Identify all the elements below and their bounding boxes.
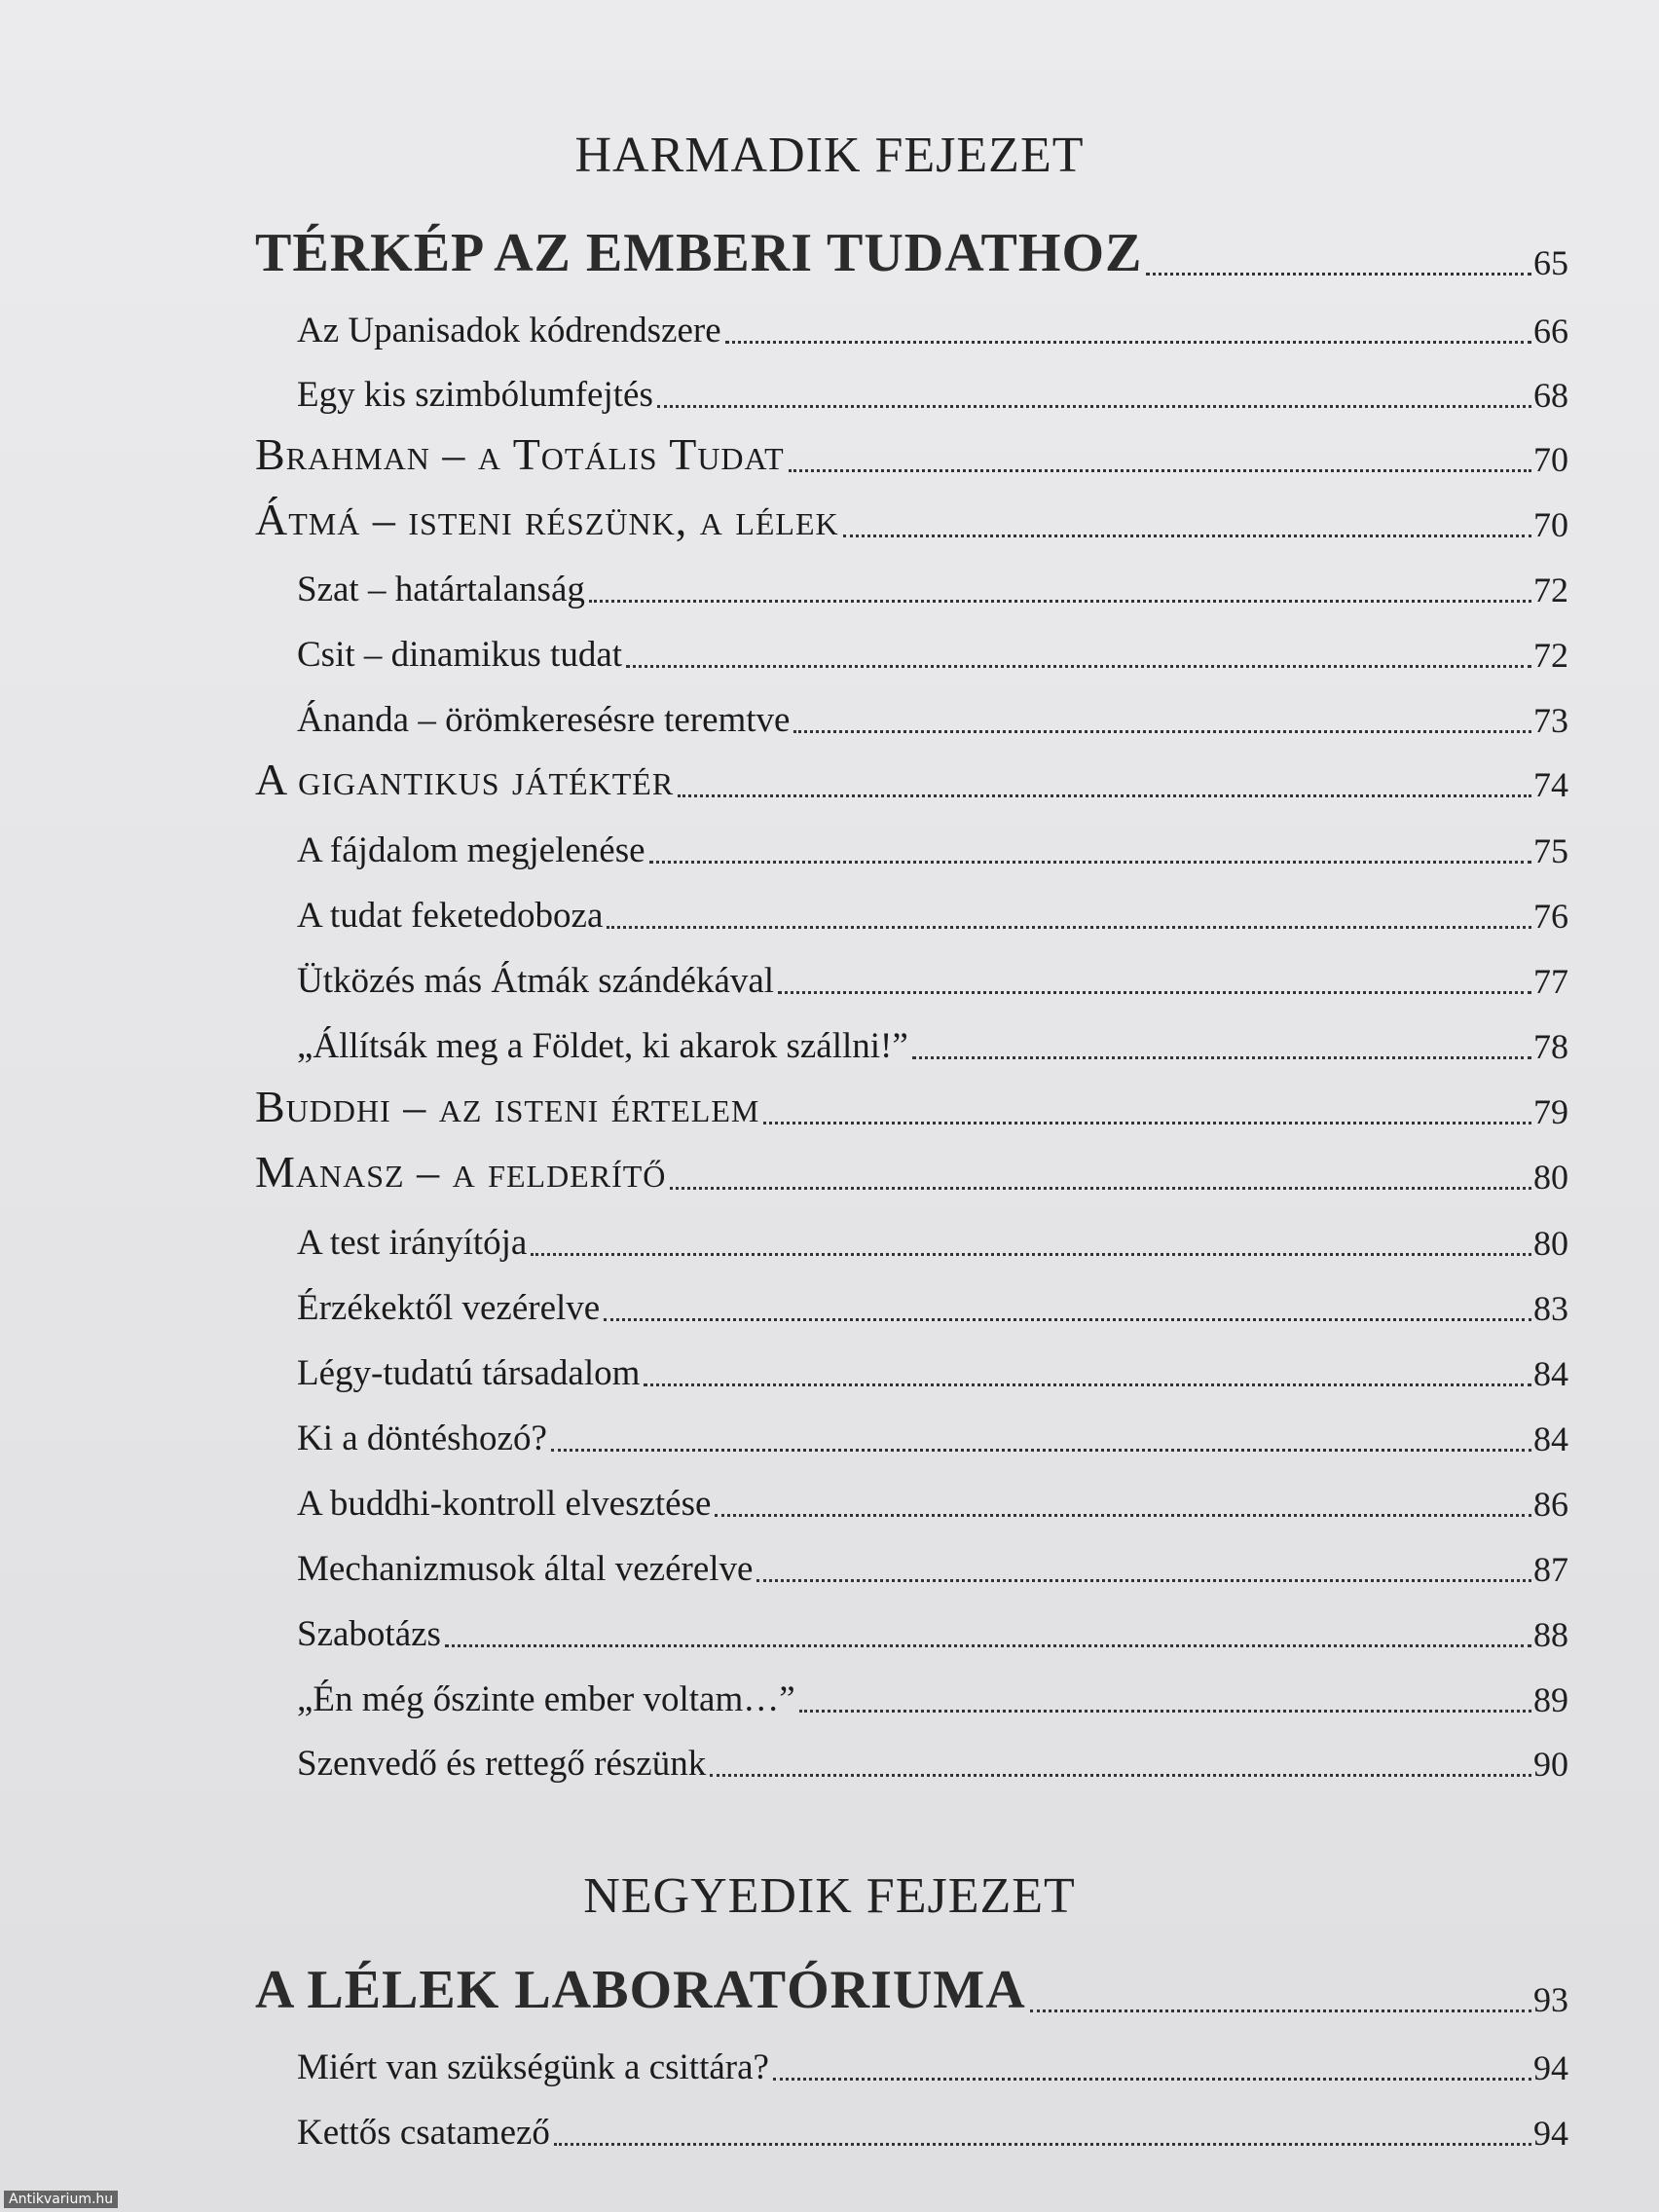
toc-entry	[0, 752, 1659, 810]
toc-entry-title: Buddhi – az isteni értelem	[255, 1082, 760, 1131]
toc-entry	[0, 818, 1659, 876]
dot-leader	[710, 1774, 1531, 1777]
toc-entry	[0, 622, 1659, 681]
dot-leader	[678, 794, 1531, 797]
dot-leader	[1146, 273, 1531, 276]
watermark-text: Antikvarium.hu	[4, 2191, 118, 2208]
toc-page-number: 89	[1533, 1680, 1568, 1719]
toc-page-number: 84	[1533, 1419, 1568, 1458]
toc-page-number: 79	[1533, 1092, 1568, 1131]
toc-entry	[0, 298, 1659, 356]
toc-page-number: 74	[1533, 765, 1568, 804]
chapter-heading: HARMADIK FEJEZET	[574, 128, 1085, 183]
toc-entry	[0, 1731, 1659, 1789]
toc-entry-title: A buddhi-kontroll elvesztése	[297, 1484, 712, 1524]
toc-entry-title: Szat – határtalanság	[297, 570, 585, 609]
toc-entry-title: Manasz – a felderítő	[255, 1147, 667, 1197]
toc-entry-title: A LÉLEK LABORATÓRIUMA	[255, 1960, 1026, 2020]
toc-entry-title: Ütközés más Átmák szándékával	[297, 961, 775, 1001]
toc-entry-title: Brahman – a Totális Tudat	[255, 429, 785, 479]
dot-leader	[670, 1187, 1531, 1190]
dot-leader	[799, 1710, 1531, 1713]
toc-entry	[0, 426, 1659, 485]
toc-entry	[0, 687, 1659, 746]
toc-entry	[0, 1406, 1659, 1464]
toc-entry-title: A gigantikus játéktér	[255, 755, 675, 804]
toc-entry-title: Miért van szükségünk a csittára?	[297, 2047, 769, 2087]
toc-page-number: 78	[1533, 1027, 1568, 1066]
dot-leader	[793, 730, 1531, 733]
toc-entry-title: Légy-tudatú társadalom	[297, 1353, 641, 1393]
toc-entry	[0, 1341, 1659, 1399]
toc-entry-title: TÉRKÉP AZ EMBERI TUDATHOZ	[255, 223, 1143, 283]
toc-entry	[0, 1144, 1659, 1202]
toc-entry-title: Szenvedő és rettegő részünk	[297, 1744, 707, 1784]
toc-entry	[0, 223, 1659, 288]
toc-entry	[0, 1667, 1659, 1725]
dot-leader	[789, 469, 1531, 472]
toc-entry-title: A tudat feketedoboza	[297, 896, 604, 936]
toc-page-number: 87	[1533, 1550, 1568, 1589]
toc-page-number: 86	[1533, 1485, 1568, 1524]
toc-page-number: 80	[1533, 1158, 1568, 1197]
toc-entry-title: Átmá – isteni részünk, a lélek	[255, 495, 839, 544]
toc-page-number: 72	[1533, 571, 1568, 609]
toc-entry-title: A test irányítója	[297, 1223, 528, 1263]
dot-leader	[1030, 2009, 1531, 2012]
toc-entry-title: Érzékektől vezérelve	[297, 1288, 601, 1328]
toc-page-number: 83	[1533, 1289, 1568, 1328]
toc-entry	[0, 362, 1659, 421]
toc-entry	[0, 1079, 1659, 1137]
dot-leader	[912, 1056, 1531, 1059]
toc-page-number: 68	[1533, 376, 1568, 415]
toc-entry	[0, 557, 1659, 615]
dot-leader	[531, 1253, 1531, 1256]
toc-page-number: 77	[1533, 962, 1568, 1001]
dot-leader	[763, 1122, 1531, 1124]
toc-entry	[0, 1210, 1659, 1269]
dot-leader	[725, 341, 1531, 344]
toc-page-number: 80	[1533, 1224, 1568, 1263]
dot-leader	[551, 1449, 1531, 1452]
toc-page-number: 84	[1533, 1354, 1568, 1393]
dot-leader	[644, 1383, 1531, 1386]
toc-entry	[0, 1960, 1659, 2025]
toc-entry	[0, 1014, 1659, 1072]
toc-entry-title: A fájdalom megjelenése	[297, 830, 645, 870]
dot-leader	[773, 2078, 1531, 2081]
toc-entry	[0, 1471, 1659, 1530]
toc-page-number: 72	[1533, 636, 1568, 675]
chapter-heading: NEGYEDIK FEJEZET	[583, 1868, 1076, 1924]
toc-page-number: 75	[1533, 831, 1568, 870]
dot-leader	[604, 1318, 1531, 1321]
toc-entry-title: Kettős csatamező	[297, 2113, 550, 2153]
toc-entry	[0, 883, 1659, 941]
toc-page-number: 90	[1533, 1745, 1568, 1784]
toc-entry-title: Ánanda – örömkeresésre teremtve	[297, 700, 791, 740]
toc-page-number: 70	[1533, 505, 1568, 544]
toc-entry-title: Egy kis szimbólumfejtés	[297, 375, 653, 415]
toc-entry-title: „Én még őszinte ember voltam…”	[297, 1679, 795, 1719]
toc-entry	[0, 2100, 1659, 2158]
dot-leader	[589, 600, 1531, 603]
toc-page-number: 73	[1533, 701, 1568, 740]
toc-page-number: 70	[1533, 440, 1568, 479]
toc-entry-title: Csit – dinamikus tudat	[297, 635, 623, 675]
toc-entry	[0, 948, 1659, 1007]
dot-leader	[657, 405, 1531, 408]
toc-entry-title: Szabotázs	[297, 1614, 441, 1654]
toc-entry	[0, 2035, 1659, 2093]
toc-page-number: 76	[1533, 897, 1568, 936]
toc-page-number: 65	[1533, 243, 1568, 282]
toc-entry-title: Az Upanisadok kódrendszere	[297, 311, 721, 350]
toc-page-number: 94	[1533, 2048, 1568, 2087]
dot-leader	[756, 1579, 1531, 1582]
dot-leader	[843, 535, 1531, 537]
dot-leader	[445, 1644, 1531, 1647]
toc-page-number: 66	[1533, 312, 1568, 350]
toc-entry	[0, 1536, 1659, 1595]
toc-entry-title: „Állítsák meg a Földet, ki akarok szállni!”	[297, 1026, 908, 1066]
toc-page-number: 93	[1533, 1980, 1568, 2019]
toc-entry-title: Mechanizmusok által vezérelve	[297, 1549, 754, 1589]
toc-entry	[0, 1275, 1659, 1334]
toc-entry-title: Ki a döntéshozó?	[297, 1419, 547, 1458]
dot-leader	[715, 1514, 1531, 1517]
dot-leader	[778, 991, 1531, 994]
dot-leader	[554, 2143, 1531, 2146]
toc-entry	[0, 1602, 1659, 1660]
dot-leader	[649, 861, 1531, 864]
dot-leader	[626, 665, 1531, 668]
toc-entry	[0, 492, 1659, 550]
dot-leader	[607, 926, 1531, 929]
toc-page-number: 94	[1533, 2114, 1568, 2153]
toc-page-number: 88	[1533, 1615, 1568, 1654]
